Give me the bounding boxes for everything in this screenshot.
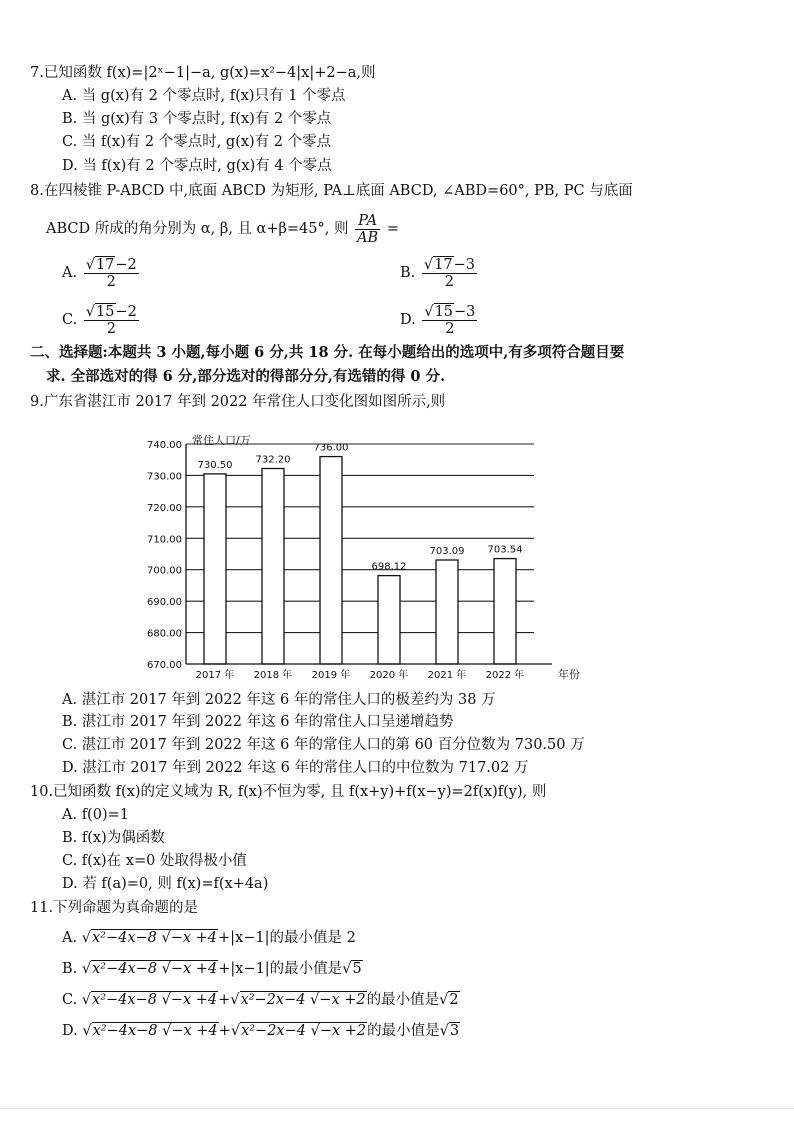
answer-radicand: 3 [449,1023,460,1039]
chart-gridlines [186,444,534,633]
chart-value-label: 730.50 [197,459,233,471]
radicand: 17 [434,256,453,273]
q8-stem-line2 [46,212,399,246]
chart-y-tick-label: 690.00 [147,597,182,609]
q8-option-a [62,255,141,291]
plus-sign: + [218,1023,231,1039]
chart-y-tick-label: 740.00 [147,440,182,451]
chart-x-tick-labels [196,668,525,681]
q11-stem: 11.下列命题为真命题的是 [30,900,199,916]
option-tail: 的最小值是 [367,1023,440,1039]
chart-bar [436,560,458,664]
q9-stem: 9.广东省湛江市 2017 年到 2022 年常住人口变化图如图所示,则 [30,394,446,410]
option-tail: 的最小值是 [366,992,440,1008]
option-label: C. [62,312,78,328]
chart-x-axis-label: 年份 [558,668,580,681]
q7-option-a: A. 当 g(x)有 2 个零点时, f(x)只有 1 个零点 [62,88,346,104]
option-tail: +|x−1|的最小值是 2 [218,930,356,946]
option-label: A. [62,265,78,281]
chart-y-tick-label: 700.00 [147,565,182,577]
q8-option-b-fraction: $\frac{√17-3}{2}$ [423,256,475,290]
q11-option-a: A. √x²−4x−8 √−x +4+|x−1|的最小值是 2 [62,930,356,946]
q8-option-c [62,302,141,338]
chart-y-tick-label: 680.00 [147,628,182,640]
chart-y-tick-label: 670.00 [147,660,182,671]
option-label: C. [62,992,78,1008]
denominator: 2 [445,320,455,337]
chart-value-label: 736.00 [313,442,349,454]
chart-y-axis-label: 常住人口/万 [192,434,251,447]
numerator-tail: −3 [454,303,476,320]
q10-option-a: A. f(0)=1 [62,807,129,823]
radicand: 17 [95,256,115,273]
q7-stem: 7.已知函数 f(x)=|2ˣ−1|−a, g(x)=x²−4|x|+2−a,则 [30,65,376,81]
radicand: x²−4x−8 √−x +4 [92,992,218,1008]
radicand-2: x²−2x−4 √−x +2 [241,1023,367,1039]
denominator: 2 [106,273,116,290]
q8-ratio-fraction [355,213,380,246]
chart-x-tick-label: 2017 年 [195,670,235,681]
chart-x-tick-label: 2018 年 [253,670,293,681]
q8-stem-equals: = [386,221,399,237]
q9-option-a: A. 湛江市 2017 年到 2022 年这 6 年的常住人口的极差约为 38 万 [62,692,496,708]
q11-option-d: D. √x²−4x−8 √−x +4+√x²−2x−4 √−x +2的最小值是√3 [62,1023,460,1039]
plus-sign: + [218,992,231,1008]
radicand: 15 [434,303,454,320]
option-label: A. [62,930,78,946]
option-tail: +|x−1|的最小值是 [218,961,343,977]
option-label: D. [400,312,416,328]
chart-value-label: 732.20 [255,454,291,466]
q8-stem-line1: 8.在四棱锥 P-ABCD 中,底面 ABCD 为矩形, PA⊥底面 ABCD, ∠ABD=60°, PB, PC 与底面 [30,183,633,199]
q8-stem-text: ABCD 所成的角分别为 α, β, 且 α+β=45°, 则 [46,221,349,237]
chart-bar [378,576,400,664]
option-label: D. [62,1023,78,1039]
radicand-2: x²−2x−4 √−x +2 [240,992,366,1008]
population-bar-chart [130,432,590,684]
chart-y-tick-label: 720.00 [147,502,182,514]
chart-x-tick-label: 2019 年 [311,670,351,681]
numerator-tail: −2 [115,256,137,273]
radicand: 15 [96,303,115,320]
radicand: x²−4x−8 √−x +4 [92,961,218,977]
chart-bar [494,559,516,664]
chart-y-tick-label: 710.00 [147,534,182,546]
q10-option-b: B. f(x)为偶函数 [62,830,165,846]
q10-option-d: D. 若 f(a)=0, 则 f(x)=f(x+4a) [62,876,269,892]
chart-y-tick-label: 730.00 [147,471,182,483]
chart-value-label: 698.12 [371,561,407,573]
chart-x-tick-label: 2022 年 [485,670,525,681]
q8-option-d-fraction: $\frac{√15-3}{2}$ [424,303,476,337]
chart-x-tick-label: 2020 年 [369,670,409,681]
radicand: x²−4x−8 √−x +4 [91,930,218,946]
answer-radicand: 2 [449,992,459,1008]
q11-option-c: C. √x²−4x−8 √−x +4+√x²−2x−4 √−x +2的最小值是√2 [62,992,459,1008]
chart-x-tick-label: 2021 年 [427,670,467,681]
denominator: 2 [106,320,116,337]
chart-value-labels [198,443,523,573]
numerator-tail: −2 [115,303,137,320]
q8-option-d [400,302,479,338]
q8-ratio-numerator: PA [355,213,380,230]
section-2-instructions-line1: 二、选择题:本题共 3 小题,每小题 6 分,共 18 分. 在每小题给出的选项中,有多项符合题目要 [30,344,625,361]
section-2-instructions-line2: 求. 全部选对的得 6 分,部分选对的得部分分,有选错的得 0 分. [46,368,446,385]
q9-option-c: C. 湛江市 2017 年到 2022 年这 6 年的常住人口的第 60 百分位数为 730.50 万 [62,737,585,753]
q8-option-a-fraction: $\frac{√17-2}{2}$ [85,256,137,290]
q7-option-b: B. 当 g(x)有 3 个零点时, f(x)有 2 个零点 [62,111,332,127]
chart-bar [262,469,284,664]
page-bottom-divider [0,1108,794,1109]
q10-option-c: C. f(x)在 x=0 处取得极小值 [62,853,247,869]
answer-radicand: 5 [352,961,362,977]
q8-option-c-fraction: $\frac{√15-2}{2}$ [85,303,137,337]
q7-option-c: C. 当 f(x)有 2 个零点时, g(x)有 2 个零点 [62,134,332,150]
option-label: B. [400,265,416,281]
radicand: x²−4x−8 √−x +4 [92,1023,218,1039]
q9-option-b: B. 湛江市 2017 年到 2022 年这 6 年的常住人口呈递增趋势 [62,714,454,730]
q8-ratio-denominator: AB [357,229,379,246]
chart-value-label: 703.54 [487,544,523,556]
numerator-tail: −3 [453,256,475,273]
q9-option-d: D. 湛江市 2017 年到 2022 年这 6 年的常住人口的中位数为 717.02 万 [62,760,529,776]
option-label: B. [62,961,78,977]
q7-option-d: D. 当 f(x)有 2 个零点时, g(x)有 4 个零点 [62,158,332,174]
chart-value-label: 703.09 [429,546,465,558]
q11-option-b: B. √x²−4x−8 √−x +4+|x−1|的最小值是√5 [62,961,362,977]
q8-option-b [400,255,479,291]
denominator: 2 [444,273,455,290]
q10-stem: 10.已知函数 f(x)的定义域为 R, f(x)不恒为零, 且 f(x+y)+f(x−y)=2f(x)f(y), 则 [30,784,547,800]
chart-bar [204,474,226,664]
chart-bar [320,457,342,664]
chart-y-tick-labels [147,440,182,671]
